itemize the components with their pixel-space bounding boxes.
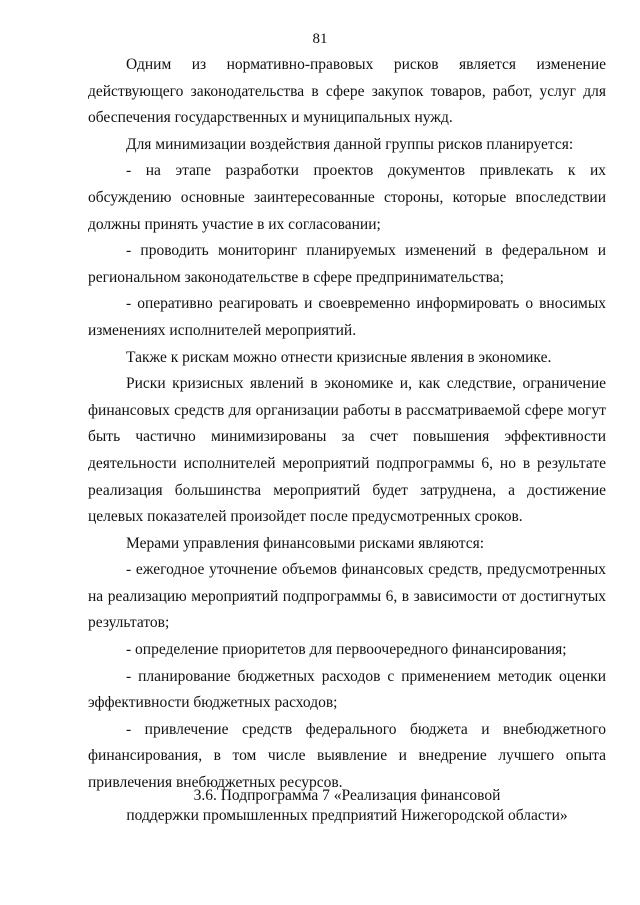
- paragraph-minimization-intro: Для минимизации воздействия данной группы рисков планируется:: [126, 135, 574, 153]
- list-item-monitoring: - проводить мониторинг планируемых изменений в федеральном и региональном законодательстве в сфере предпринимательства;: [88, 242, 606, 286]
- list-item-attract-funds: - привлечение средств федерального бюджета и внебюджетного финансирования, в том числе выявление и внедрение лучшего опыта привлечения внебюджетных ресурсов.: [88, 720, 606, 792]
- section-heading-line-1: 3.6. Подпрограмма 7 «Реализация финансовой: [193, 787, 501, 804]
- list-item-inform: - оперативно реагировать и своевременно информировать о вносимых изменениях исполнителей мероприятий.: [88, 295, 606, 339]
- paragraph-crisis-risks: Также к рискам можно отнести кризисные явления в экономике.: [126, 348, 552, 366]
- section-heading-line-2: поддержки промышленных предприятий Нижегородской области»: [126, 807, 568, 824]
- list-item-priorities: - определение приоритетов для первоочередного финансирования;: [126, 641, 567, 659]
- paragraph-financial-measures-intro: Мерами управления финансовыми рисками являются:: [126, 534, 485, 552]
- list-item-budget-planning: - планирование бюджетных расходов с применением методик оценки эффективности бюджетных расходов;: [88, 667, 606, 712]
- document-body: [88, 52, 606, 797]
- list-item-annual-adjustment: - ежегодное уточнение объемов финансовых средств, предусмотренных на реализацию мероприятий подпрограммы 6, в зависимости от достигнутых результатов;: [88, 561, 606, 632]
- paragraph-crisis-detail: Риски кризисных явлений в экономике и, как следствие, ограничение финансовых средств для организации работы в рассматриваемой сфере могут быть частично минимизированы за счет повышения эффективности деятельности исполнителей мероприятий подпрограммы 6, но в результате реализация большинства мероприятий будет затруднена, а достижение целевых показателей произойдет после предусмотренных сроков.: [88, 375, 606, 526]
- page-number: 81: [312, 31, 328, 47]
- paragraph-legal-risk: Одним из нормативно-правовых рисков является изменение действующего законодательства в сфере закупок товаров, работ, услуг для обеспечения государственных и муниципальных нужд.: [88, 56, 606, 127]
- section-heading: [88, 786, 606, 826]
- list-item-stakeholders: - на этапе разработки проектов документов привлекать к их обсуждению основные заинтересованные стороны, которые впоследствии должны принять участие в их согласовании;: [88, 162, 606, 233]
